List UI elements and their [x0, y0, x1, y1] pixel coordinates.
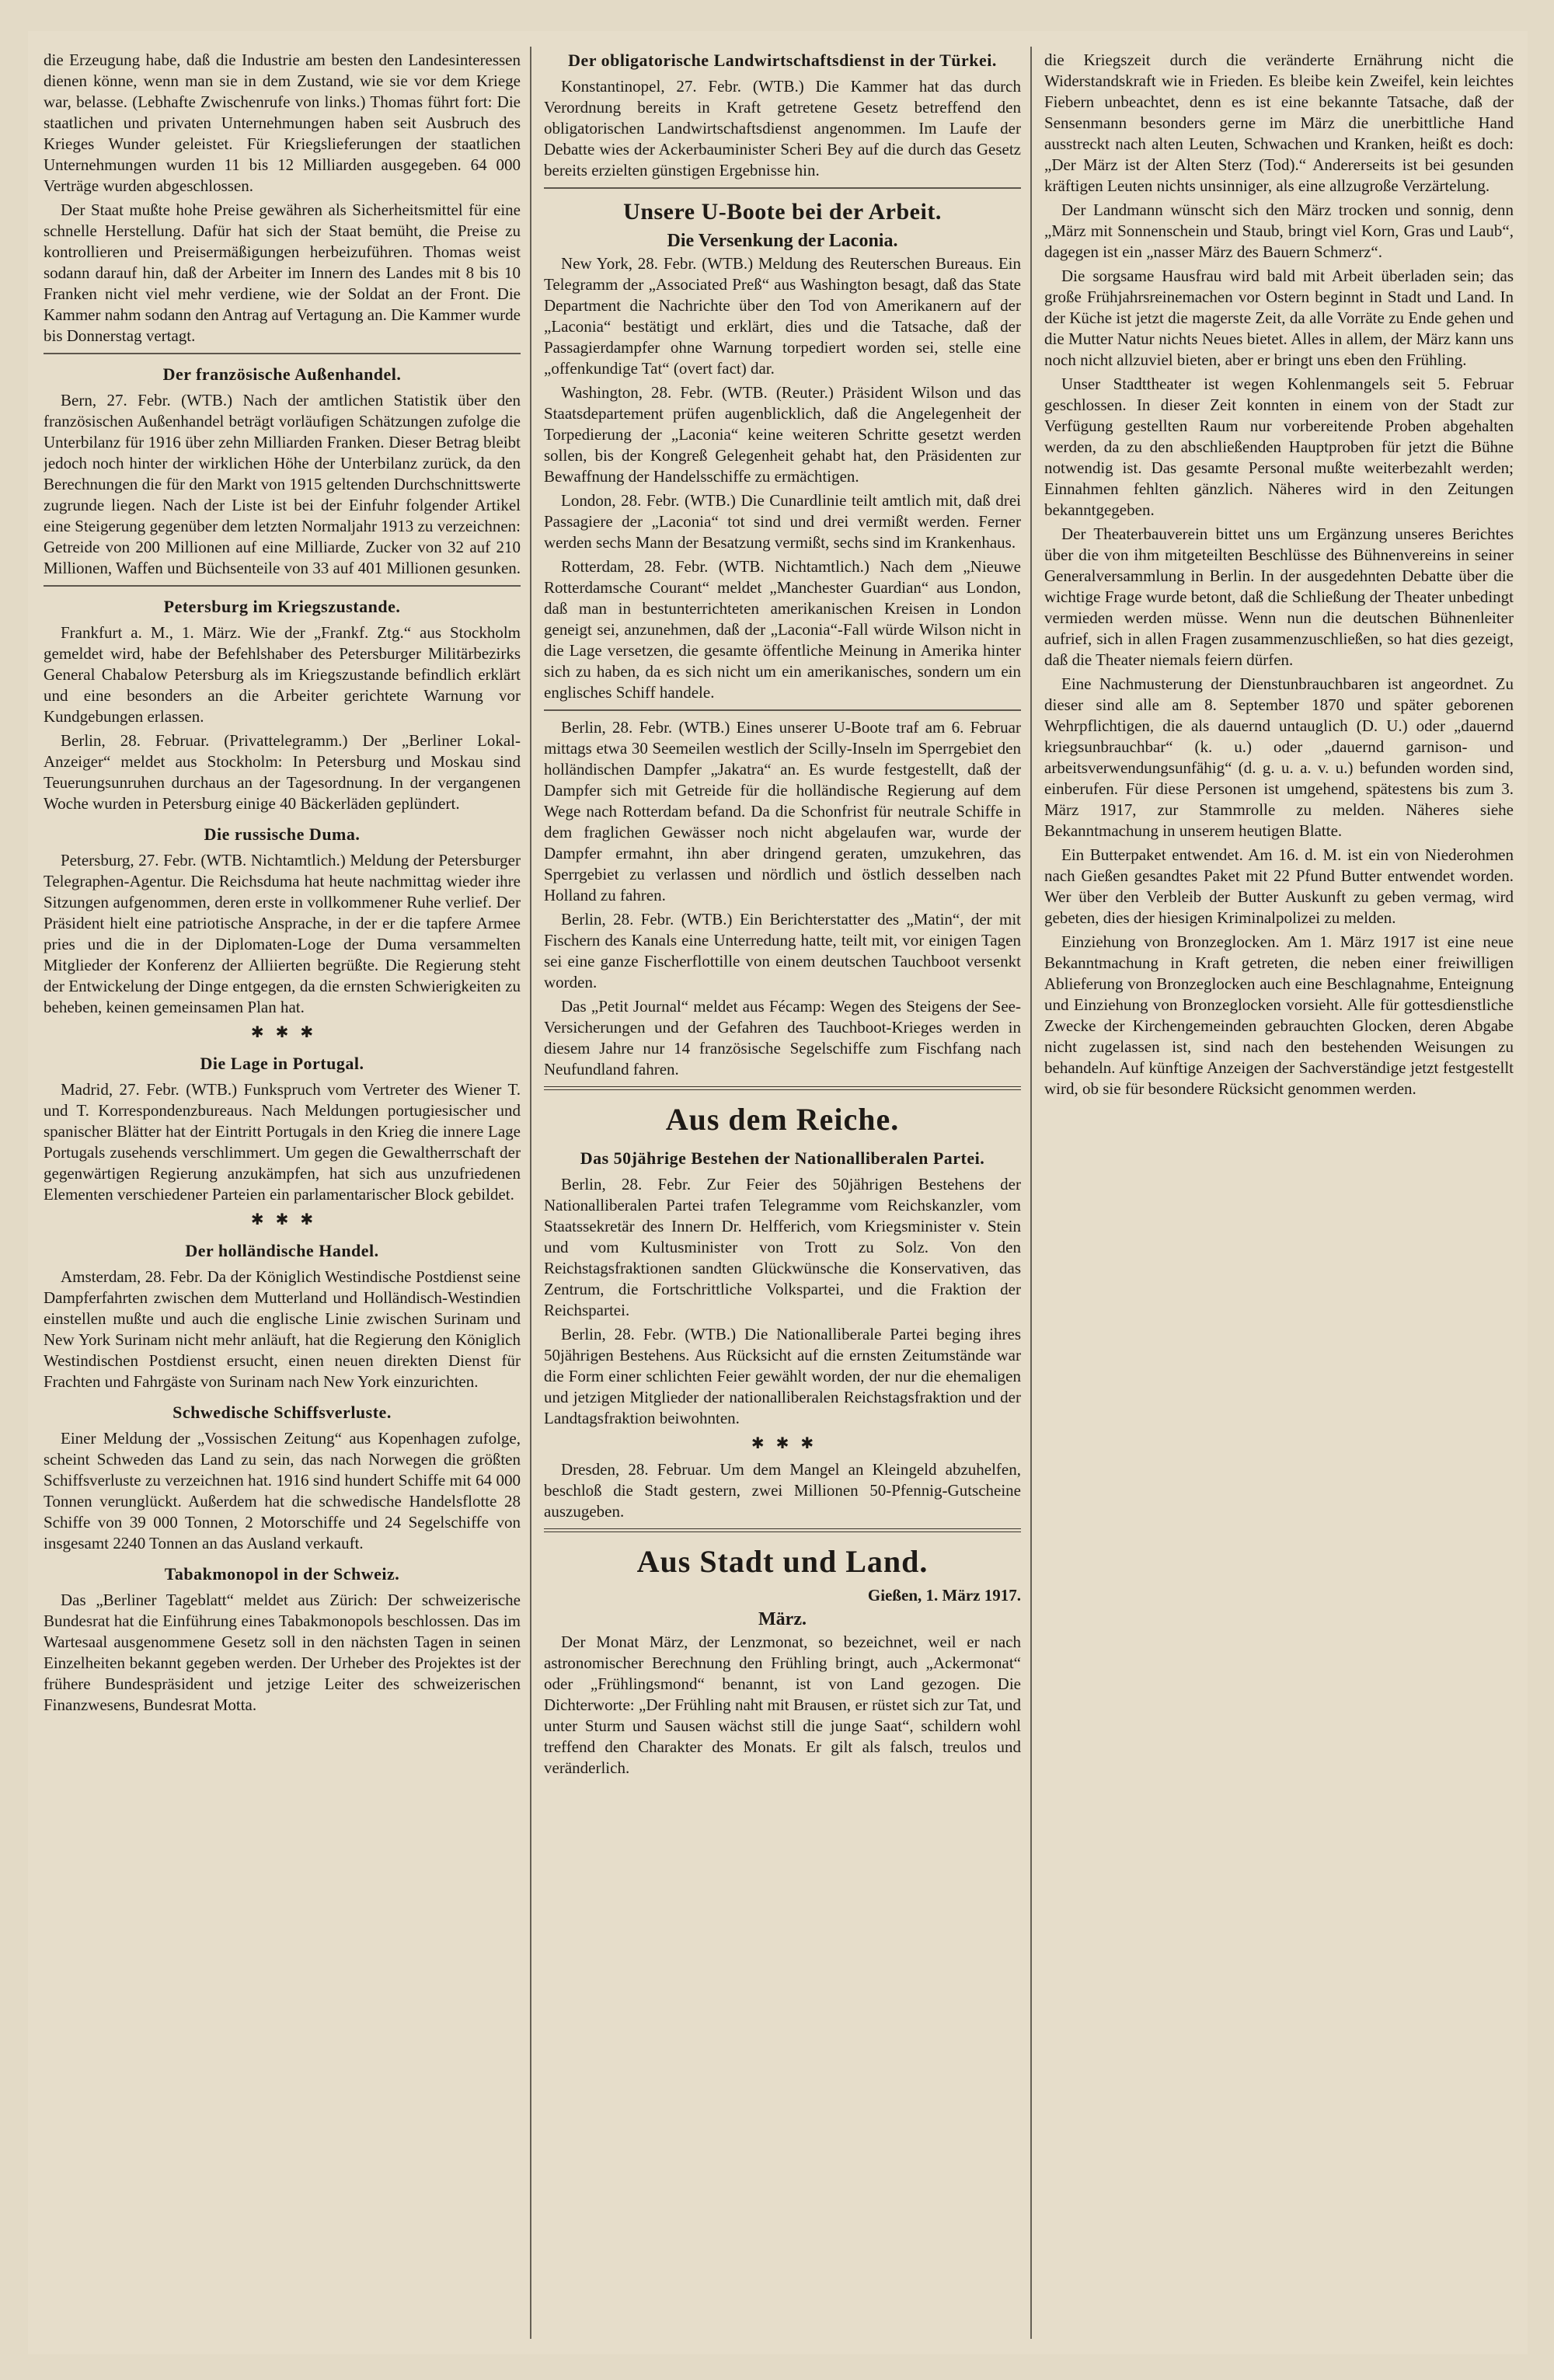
article-paragraph: die Erzeugung habe, daß die Industrie am besten den Landesinteressen dienen könne, wenn man sie in dem Zustand, wie sie vor dem Kriege war, belasse. (Lebhafte Zwischenrufe von links.) Thomas führt fort: Die staatlichen und privaten Unternehmungen haben seit Ausbruch des Krieges Wunder geleistet. Für Kriegslieferungen der staatlichen Unternehmungen wurden 11 bis 12 Milliarden ausgegeben. 64 000 Verträge wurden abgeschlossen.	[44, 51, 521, 195]
separator-ornament: ✱ ✱ ✱	[250, 1024, 314, 1041]
subheadline: Die Versenkung der Laconia.	[667, 231, 898, 251]
article-paragraph: Eine Nachmusterung der Dienstunbrauchbaren ist angeordnet. Zu dieser sind alle am 8. September 1870 und später geborenen Wehrpflichtigen, die als dauernd untauglich (D. U.) oder „dauernd kriegsunbrauchbar“ (k. u.) oder „dauernd garnison- und arbeitsverwendungsunfähig“ (d. g. u. a. v. u.) befunden worden sind, einberufen. Für diese Personen ist umgehend, spätestens bis zum 3. März 1917, zur Stammrolle zu melden. Näheres siehe Bekanntmachung in unserem heutigen Blatte.	[1044, 674, 1514, 840]
article-paragraph: Dresden, 28. Februar. Um dem Mangel an Kleingeld abzuhelfen, beschloß die Stadt gestern, zwei Millionen 50-Pfennig-Gutscheine auszugeben.	[544, 1460, 1021, 1521]
section-rule	[544, 1086, 1021, 1090]
article-paragraph: Einziehung von Bronzeglocken. Am 1. März 1917 ist eine neue Bekanntmachung in Kraft getreten, die neben einer freiwilligen Ablieferung von Bronzeglocken auch eine Beschlagnahme, Enteignung und Einziehung von Bronzeglocken vorsieht. Alle für gottesdienstliche Zwecke der Kirchengemeinden gebrauchten Glocken, deren Abgabe nicht zugelassen ist, sind nach den bestehenden Weisungen zu behandeln. Auf künftige Anzeigen der Sachverständige jetzt festgestellt wird, ob sie für besondere Rücksicht genommen werden.	[1044, 932, 1514, 1098]
headline: Der obligatorische Landwirtschaftsdienst in der Türkei.	[568, 51, 997, 70]
article-paragraph: Frankfurt a. M., 1. März. Wie der „Frankf. Ztg.“ aus Stockholm gemeldet wird, habe der Befehlshaber des Petersburger Militärbezirks General Chabalow Petersburg als im Kriegszustande befindlich erklärt und eine besonders an die Arbeiter gerichtete Warnung vor Kundgebungen erlassen.	[44, 623, 521, 726]
article-paragraph: New York, 28. Febr. (WTB.) Meldung des Reuterschen Bureaus. Ein Telegramm der „Associated Preß“ aus Washington besagt, daß das State Department die Nachrichte über den Tod von Amerikanern auf der „Laconia“ bestätigt und erklärt, dies und die Tatsache, daß der Passagierdampfer ohne Warnung torpediert worden sei, stelle eine „offenkundige Tat“ (overt fact) dar.	[544, 254, 1021, 378]
separator-ornament: ✱ ✱ ✱	[250, 1211, 314, 1228]
article-paragraph: Die sorgsame Hausfrau wird bald mit Arbeit überladen sein; das große Frühjahrsreinemachen vor Ostern beginnt in Stadt und Land. In der Küche ist jetzt die magerste Zeit, da alle Vorräte zu Ende gehen und die Mutter Natur nichts Neues bietet. Alles in allem, der März kann uns noch nicht allzuviel bieten, aber er bringt uns eben den Frühling.	[1044, 267, 1514, 369]
article-paragraph: Berlin, 28. Februar. (Privattelegramm.) Der „Berliner Lokal-Anzeiger“ meldet aus Stockholm: In Petersburg und Moskau sind Teuerungsunruhen durchaus an der Tagesordnung. In der vergangenen Woche wurden in Petersburg einige 40 Bäckerläden geplündert.	[44, 731, 521, 813]
article-paragraph: Amsterdam, 28. Febr. Da der Königlich Westindische Postdienst seine Dampferfahrten zwischen dem Mutterland und Holländisch-Westindien einstellen mußte und auch die englische Linie zwischen Surinam und New York Surinam nicht mehr anläuft, hat die Regierung den Königlich Westindischen Postdienst ersucht, einen neuen direkten Dienst für Frachten und Fahrgäste von Surinam nach New York einzurichten.	[44, 1267, 521, 1391]
headline: Der holländische Handel.	[185, 1241, 379, 1260]
article-paragraph: Berlin, 28. Febr. (WTB.) Ein Berichterstatter des „Matin“, der mit Fischern des Kanals eine Unterredung hatte, teilt mit, vor einigen Tagen sei eine ganze Fischerflottille von einem deutschen Tauchboot versenkt worden.	[544, 910, 1021, 991]
section-rule	[544, 709, 1021, 711]
newspaper-page	[28, 31, 1528, 2354]
article-paragraph: Das „Petit Journal“ meldet aus Fécamp: Wegen des Steigens der See-Versicherungen und der Gefahren des Tauchboot-Krieges werden in diesem Jahre nur 14 französische Segelschiffe zum Fischfang nach Neufundland fahren.	[544, 997, 1021, 1078]
column-2	[544, 50, 1021, 2339]
headline: Der französische Außenhandel.	[162, 364, 402, 384]
section-rule	[44, 585, 521, 587]
article-paragraph: Rotterdam, 28. Febr. (WTB. Nichtamtlich.) Nach dem „Nieuwe Rotterdamsche Courant“ meldet „Manchester Guardian“ aus London, daß man in bestunterrichteten amerikanischen Kreisen in London geneigt sei, anzunehmen, daß der „Laconia“-Fall würde Wilson nicht in die Lage versetzen, die gesamte öffentliche Meinung in Amerika hinter sich zu haben, da es sich nicht um ein amerikanisches, sondern um ein englisches Schiff handele.	[544, 557, 1021, 702]
subheadline: März.	[758, 1609, 807, 1629]
headline: Die russische Duma.	[204, 824, 361, 844]
article-paragraph: Einer Meldung der „Vossischen Zeitung“ aus Kopenhagen zufolge, scheint Schweden das Land zu sein, das nach Norwegen die größten Schiffsverluste zu verzeichnen hat. 1916 sind hundert Schiffe mit 64 000 Tonnen verunglückt. Außerdem hat die schwedische Handelsflotte 28 Schiffe von 39 000 Tonnen, 2 Motorschiffe und 24 Segelschiffe von insgesamt 2240 Tonnen an das Ausland verkauft.	[44, 1429, 521, 1552]
article-paragraph: Konstantinopel, 27. Febr. (WTB.) Die Kammer hat das durch Verordnung bereits in Kraft getretene Gesetz betreffend den obligatorischen Landwirtschaftsdienst angenommen. Im Laufe der Debatte wies der Ackerbauminister Scheri Bey auf die durch das Gesetz bereits erzielten günstigen Ergebnisse hin.	[544, 77, 1021, 179]
article-paragraph: Berlin, 28. Febr. (WTB.) Die Nationalliberale Partei beging ihres 50jährigen Bestehens. Aus Rücksicht auf die ernsten Zeitumstände war die Form einer schlichten Feier gewählt worden, der nur die ehemaligen und jetzigen Mitglieder der nationalliberalen Reichstagsfraktion und der Landtagsfraktion beiwohnten.	[544, 1325, 1021, 1427]
article-paragraph: Der Staat mußte hohe Preise gewähren als Sicherheitsmittel für eine schnelle Herstellung. Dafür hat sich der Staat bemüht, die Preise zu kontrollieren und Preisermäßigungen herbeizuführen. Thomas weist sodann darauf hin, daß der Arbeiter im Innern des Landes mit 8 bis 10 Franken nicht viel mehr verdiene, wie der Soldat an der Front. Die Kammer nahm sodann den Antrag auf Vertagung an. Die Kammer wurde bis Donnerstag vertagt.	[44, 200, 521, 345]
article-paragraph: Berlin, 28. Febr. (WTB.) Eines unserer U-Boote traf am 6. Februar mittags etwa 30 Seemeilen westlich der Scilly-Inseln im Sperrgebiet den holländischen Dampfer „Jakatra“ an. Es wurde festgestellt, daß der Dampfer sich mit Getreide für die holländische Regierung auf dem Wege nach Rotterdam befand. Da die Schonfrist für neutrale Schiffe in dem fraglichen Gewässer noch nicht abgelaufen war, wurde der Dampfer ermahnt, ihn aber dringend geraten, umzukehren, das Sperrgebiet zu verlassen und nördlich und östlich desselben nach Holland zu fahren.	[544, 718, 1021, 904]
article-paragraph: die Kriegszeit durch die veränderte Ernährung nicht die Widerstandskraft wie in Frieden. Es bleibe kein Zweifel, kein leichtes Fiebern unbeachtet, denn es ist eine bekannte Tatsache, daß der Sensenmann besonders gerne im März die unerbittliche Hand ausstreckt nach alten Leuten, Schwachen und Kranken, heißt es doch: „Der März ist der Alten Sterz (Tod).“ Andererseits ist bei gesunden kräftigen Leuten nichts unsinniger, als eine allzugroße Verzärtelung.	[1044, 51, 1514, 195]
section-rule	[544, 187, 1021, 189]
article-paragraph: Madrid, 27. Febr. (WTB.) Funkspruch vom Vertreter des Wiener T. und T. Korrespondenzbureaus. Nach Meldungen portugiesischer und spanischer Blätter hat der Eintritt Portugals in den Krieg die innere Lage Portugals zusehends verschlimmert. Um gegen die Gewaltherrschaft der gegenwärtigen Regierung anzukämpfen, hat sich aus unzufriedenen Elementen verschiedener Parteien ein parlamentarischer Block gebildet.	[44, 1080, 521, 1204]
article-paragraph: London, 28. Febr. (WTB.) Die Cunardlinie teilt amtlich mit, daß drei Passagiere der „Laconia“ tot sind und drei vermißt werden. Ferner werden sechs Mann der Besatzung vermißt, sechs sind im Krankenhaus.	[544, 491, 1021, 552]
article-paragraph: Ein Butterpaket entwendet. Am 16. d. M. ist ein von Niederohmen nach Gießen gesandtes Paket mit 22 Pfund Butter entwendet worden. Wer über den Verbleib der Butter Auskunft zu geben vermag, wird gebeten, dies der hiesigen Kriminalpolizei zu melden.	[1044, 845, 1514, 927]
column-3	[1044, 50, 1514, 2339]
headline: Schwedische Schiffsverluste.	[172, 1403, 392, 1422]
section-rule	[44, 353, 521, 354]
headline: Tabakmonopol in der Schweiz.	[164, 1564, 400, 1584]
dateline: Gießen, 1. März 1917.	[867, 1586, 1021, 1605]
article-paragraph: Washington, 28. Febr. (WTB. (Reuter.) Präsident Wilson und das Staatsdepartement prüfen augenblicklich, daß die Angelegenheit der Torpedierung der „Laconia“ keine weiteren Schritte gesetzt werden sollen, bis der Kongreß Gelegenheit gehabt hat, den Präsidenten zur Bewaffnung der Handelsschiffe zu ermächtigen.	[544, 383, 1021, 486]
article-paragraph: Petersburg, 27. Febr. (WTB. Nichtamtlich.) Meldung der Petersburger Telegraphen-Agentur. Die Reichsduma hat heute nachmittag wieder ihre Sitzungen aufgenommen, deren erste in vollkommener Ruhe verlief. Der Präsident hielt eine patriotische Ansprache, in der er die tapfere Armee pries und die in der Diplomaten-Loge der Duma versammelten Mitglieder der Konferenz der Alliierten begrüßte. Die Regierung steht der Entwickelung der Dinge entgegen, da die ernsten Schwierigkeiten zu beheben, keinen gemeinsamen Plan hat.	[44, 851, 521, 1016]
column-1	[44, 50, 521, 2339]
article-paragraph: Unser Stadttheater ist wegen Kohlenmangels seit 5. Februar geschlossen. In dieser Zeit konnten in einem von der Stadt zur Verfügung gestellten Raum nur vorbereitende Proben abgehalten werden, da zu den abschließenden Hauptproben für jetzt die Bühne notwendig ist. Das gesamte Personal mußte weiterbezahlt werden; Einnahmen fehlten gänzlich. Näheres wird in den Zeitungen bekanntgegeben.	[1044, 375, 1514, 519]
article-paragraph: Bern, 27. Febr. (WTB.) Nach der amtlichen Statistik über den französischen Außenhandel beträgt vorläufigen Schätzungen zufolge die Unterbilanz für 1916 über zehn Milliarden Franken. Dieser Betrag bleibt jedoch noch hinter der wirklichen Höhe der Unterbilanz zurück, da den Berechnungen die für den Markt von 1915 geltenden Durchschnittswerte zugrunde liegen. Nach der Liste ist bei der Einfuhr folgender Artikel eine Steigerung gegenüber dem letzten Normaljahr 1913 zu verzeichnen: Getreide von 200 Millionen auf eine Milliarde, Zucker von 32 auf 210 Millionen, Waffen und Büchsenteile von 33 auf 401 Millionen gesunken.	[44, 391, 521, 577]
section-headline: Aus dem Reiche.	[665, 1102, 900, 1137]
headline: Petersburg im Kriegszustande.	[163, 597, 401, 616]
headline: Unsere U-Boote bei der Arbeit.	[623, 199, 942, 225]
article-paragraph: Der Landmann wünscht sich den März trocken und sonnig, denn „März mit Sonnenschein und Staub, bringt viel Korn, Gras und Laub“, dagegen ist ein „nasser März des Bauern Schmerz“.	[1044, 200, 1514, 261]
article-paragraph: Der Monat März, der Lenzmonat, so bezeichnet, weil er nach astronomischer Berechnung den Frühling bringt, auch „Ackermonat“ oder „Frühlingsmond“ benannt, ist von Land gezogen. Die Dichterworte: „Der Frühling naht mit Brausen, er rüstet sich zur Tat, und unter Sturm und Sausen wächst still die junge Saat“, schildern wohl treffend den Charakter des Monats. Er gilt als falsch, treulos und veränderlich.	[544, 1633, 1021, 1777]
article-paragraph: Der Theaterbauverein bittet uns um Ergänzung unseres Berichtes über die von ihm mitgeteilten Beschlüsse des Bühnenvereins in seiner Generalversammlung in Berlin. In der ausgedehnten Debatte über die wichtige Frage wurde betont, daß die Schließung der Theater unbedingt vermieden werden müsse. Wenn nun die deutschen Bühnenleiter aufrief, sich in allen Fragen zusammenzuschließen, so hat dies gezeigt, daß die Theater niemals feiern dürfen.	[1044, 524, 1514, 669]
column-divider	[1030, 47, 1032, 2339]
article-paragraph: Das „Berliner Tageblatt“ meldet aus Zürich: Der schweizerische Bundesrat hat die Einführung eines Tabakmonopols beschlossen. Das im Wartesaal ausgenommene Gesetz soll in den nächsten Tagen in seinen Einzelheiten bekannt gegeben werden. Der Urheber des Projektes ist der frühere Bundespräsident und jetzige Leiter des schweizerischen Finanzwesens, Bundesrat Motta.	[44, 1591, 521, 1714]
headline: Das 50jährige Bestehen der Nationalliberalen Partei.	[580, 1148, 985, 1168]
section-rule	[544, 1528, 1021, 1532]
section-headline: Aus Stadt und Land.	[636, 1544, 929, 1579]
column-divider	[530, 47, 531, 2339]
article-paragraph: Berlin, 28. Febr. Zur Feier des 50jährigen Bestehens der Nationalliberalen Partei trafen Telegramme vom Reichskanzler, vom Staatssekretär des Innern Dr. Helfferich, vom Kriegsminister v. Stein und vom Kultusminister von Trott zu Solz. Von den Reichstagsfraktionen sandten Glückwünsche die Konservativen, das Zentrum, die Fortschrittliche Volkspartei, und die Fraktion der Reichspartei.	[544, 1175, 1021, 1319]
headline: Die Lage in Portugal.	[200, 1054, 364, 1073]
separator-ornament: ✱ ✱ ✱	[751, 1435, 814, 1452]
